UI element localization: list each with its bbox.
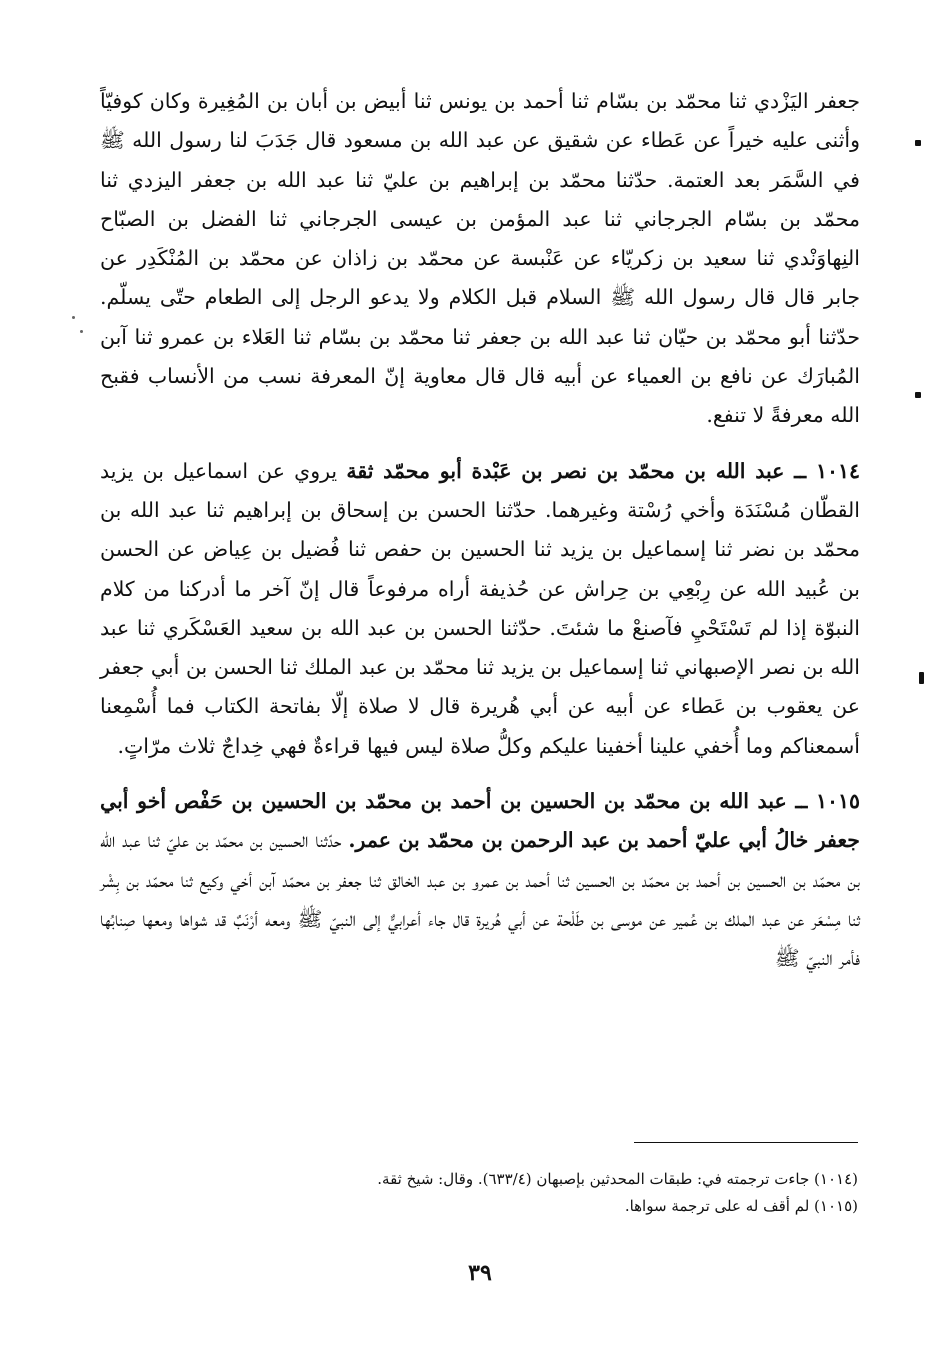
entry-body: يروي عن اسماعيل بن يزيد القطّان مُسْنَدَة وأخي رُسْتة وغيرهما. حدّثنا الحسن بن إسحاق بن إبراهيم ثنا عبد الله بن محمّد بن نضر ثنا إسماعيل بن يزيد ثنا الحسين بن حفص ثنا فُضيل بن عِياض عن الحسن بن عُبيد الله عن رِبْعِي بن حِراش عن حُذيفة أراه مرفوعاً قال إنّ آخر ما أدركنا من كلام النبوّة إذا لم تَسْتَحْيِ فآصنعْ ما شئتَ. حدّثنا الحسن بن عبد الله بن سعيد العَسْكَري ثنا عبد الله بن نصر الإصبهاني ثنا إسماعيل بن يزيد ثنا محمّد بن عبد الملك ثنا الحسن بن أبي جعفر عن يعقوب بن عَطاء عن أبيه عن أبي هُريرة قال لا صلاة إلّا بفاتحة الكتاب فما أُسْمِعنا أسمعناكم وما أُخفي علينا أخفينا عليكم وكلُّ صلاة ليس فيها قراءةٌ فهي خِداجٌ ثلاث مرّاتٍ. xyxy=(100,458,860,758)
entry-heading: ١٠١٥ ــ عبد الله بن محمّد بن الحسين بن أحمد بن محمّد بن الحسين بن حَفْص أخو أبي جعفر خالُ أبي عليّ أحمد بن عبد الرحمن بن محمّد بن عمر. xyxy=(100,789,860,853)
margin-mark xyxy=(915,140,921,146)
footnote-1014: (١٠١٤) جاءت ترجمته في: طبقات المحدثين بإصبهان (٦٣٣/٤). وقال: شيخ ثقة. xyxy=(377,1170,858,1188)
entry-heading: ١٠١٤ ــ عبد الله بن محمّد بن نصر بن عَبْدة أبو محمّد ثقة xyxy=(346,458,860,483)
footnotes xyxy=(300,1166,858,1220)
paragraph-text: جعفر اليَزْدي ثنا محمّد بن بسّام ثنا أحمد بن يونس ثنا أبيض بن أبان بن المُغِيرة وكان كوفيّاً وأثنى عليه خيراً عن عَطاء عن شقيق عن عبد الله بن مسعود قال جَدَبَ لنا رسول الله ﷺ في السَّمَر بعد العتمة. حدّثنا محمّد بن إبراهيم بن عليّ ثنا عبد الله بن جعفر اليزدي ثنا محمّد بن بسّام الجرجاني ثنا عبد المؤمن بن عيسى الجرجاني ثنا الفضل بن الصبّاح النِهاوَنْدي ثنا سعيد بن زكريّاء عن عَنْبسة عن محمّد بن زاذان عن محمّد بن المُنْكَدِر عن جابر قال قال رسول الله ﷺ السلام قبل الكلام ولا يدعو الرجل إلى الطعام حتّى يسلّم. حدّثنا أبو محمّد بن حيّان ثنا عبد الله بن جعفر ثنا محمّد بن بسّام ثنا العَلاء بن عمرو ثنا آبن المُبارَك عن نافع بن العمياء عن أبيه قال قال معاوية إنّ المعرفة نسب من الأنساب فقبح الله معرفةً لا تنفع. xyxy=(100,89,860,428)
footnote-separator xyxy=(634,1142,858,1143)
paragraph-continuation xyxy=(100,82,860,436)
margin-mark xyxy=(915,392,921,398)
page-number: ٣٩ xyxy=(468,1260,492,1286)
scan-speck xyxy=(72,316,75,319)
main-text xyxy=(100,82,860,979)
entry-1015 xyxy=(100,782,860,978)
footnote-1015: (١٠١٥) لم أقف له على ترجمة سواها. xyxy=(624,1197,858,1215)
scan-speck xyxy=(80,330,83,333)
margin-mark xyxy=(919,672,924,684)
entry-1014 xyxy=(100,452,860,766)
entry-body: حدّثنا الحسين بن محمّد بن عليّ ثنا عبد الله بن محمّد بن الحسين بن أحمد بن محمّد بن الحسين ثنا أحمد بن عمرو بن عبد الخالق ثنا جعفر بن محمّد آبن أخي وكيع ثنا محمّد بن بِشْر ثنا مِسْعَر عن عبد الملك بن عُمير عن موسى بن طَلْحة عن أبي هُريرة قال جاء أعرابيٌّ إلى النبيّ ﷺ ومعه أرْنَبٌ قد شواها ومعها صِنابُها فأمر النبيّ ﷺ xyxy=(100,828,860,971)
